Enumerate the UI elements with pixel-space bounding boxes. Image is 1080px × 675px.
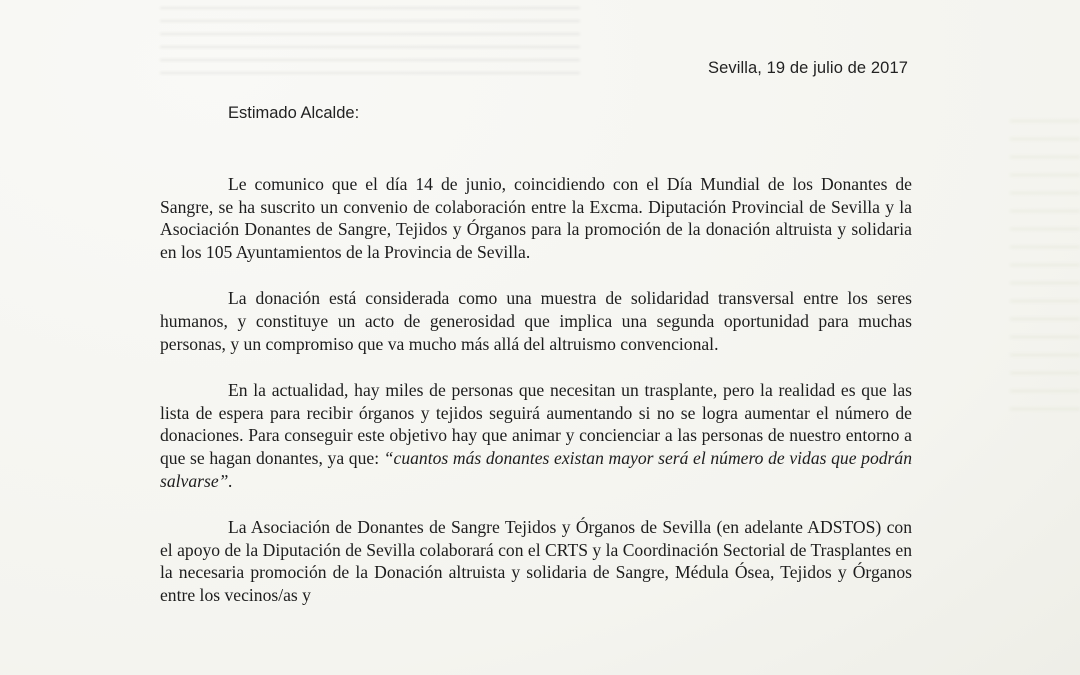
paragraph-convenio: Le comunico que el día 14 de junio, coincidiendo con el Día Mundial de los Donantes de Sangre, se ha suscrito un convenio de colaboración entre la Excma. Diputación Provincial de Sevilla y la Asociación Donantes de Sangre, Tejidos y Órganos para la promoción de la donación altruista y solidaria en los 105 Ayuntamientos de la Provincia de Sevilla. bbox=[160, 174, 912, 262]
paragraph-donacion: La donación está considerada como una muestra de solidaridad transversal entre los seres humanos, y constituye un acto de generosidad que implica una segunda oportunidad para muchas personas, y un compromiso que va mucho más allá del altruismo convencional. bbox=[160, 288, 912, 354]
paragraph-actualidad-quote: “cuantos más donantes existan mayor será el número de vidas que podrán salvarse”. bbox=[160, 447, 913, 491]
letter-body bbox=[160, 173, 912, 631]
paragraph-actualidad bbox=[160, 379, 912, 492]
paragraph-actualidad-text: En la actualidad, hay miles de personas que necesitan un trasplante, pero la realidad es que las lista de espera para recibir órganos y tejidos seguirá aumentando si no se logra aumentar el número de donaciones. Para conseguir este objetivo hay que animar y concienciar a las personas de nuestro entorno a que se hagan donantes, ya que: bbox=[160, 380, 912, 468]
paragraph-adstos: La Asociación de Donantes de Sangre Tejidos y Órganos de Sevilla (en adelante ADSTOS) con el apoyo de la Diputación de Sevilla colaborará con el CRTS y la Coordinación Sectorial de Trasplantes en la necesaria promoción de la Donación altruista y solidaria de Sangre, Médula Ósea, Tejidos y Órganos entre los vecinos/as y bbox=[160, 517, 912, 605]
bleed-through-margin bbox=[1010, 120, 1080, 420]
letter-date: Sevilla, 19 de julio de 2017 bbox=[707, 59, 908, 77]
bleed-through-text bbox=[160, 0, 580, 84]
letter-salutation: Estimado Alcalde: bbox=[228, 104, 360, 122]
